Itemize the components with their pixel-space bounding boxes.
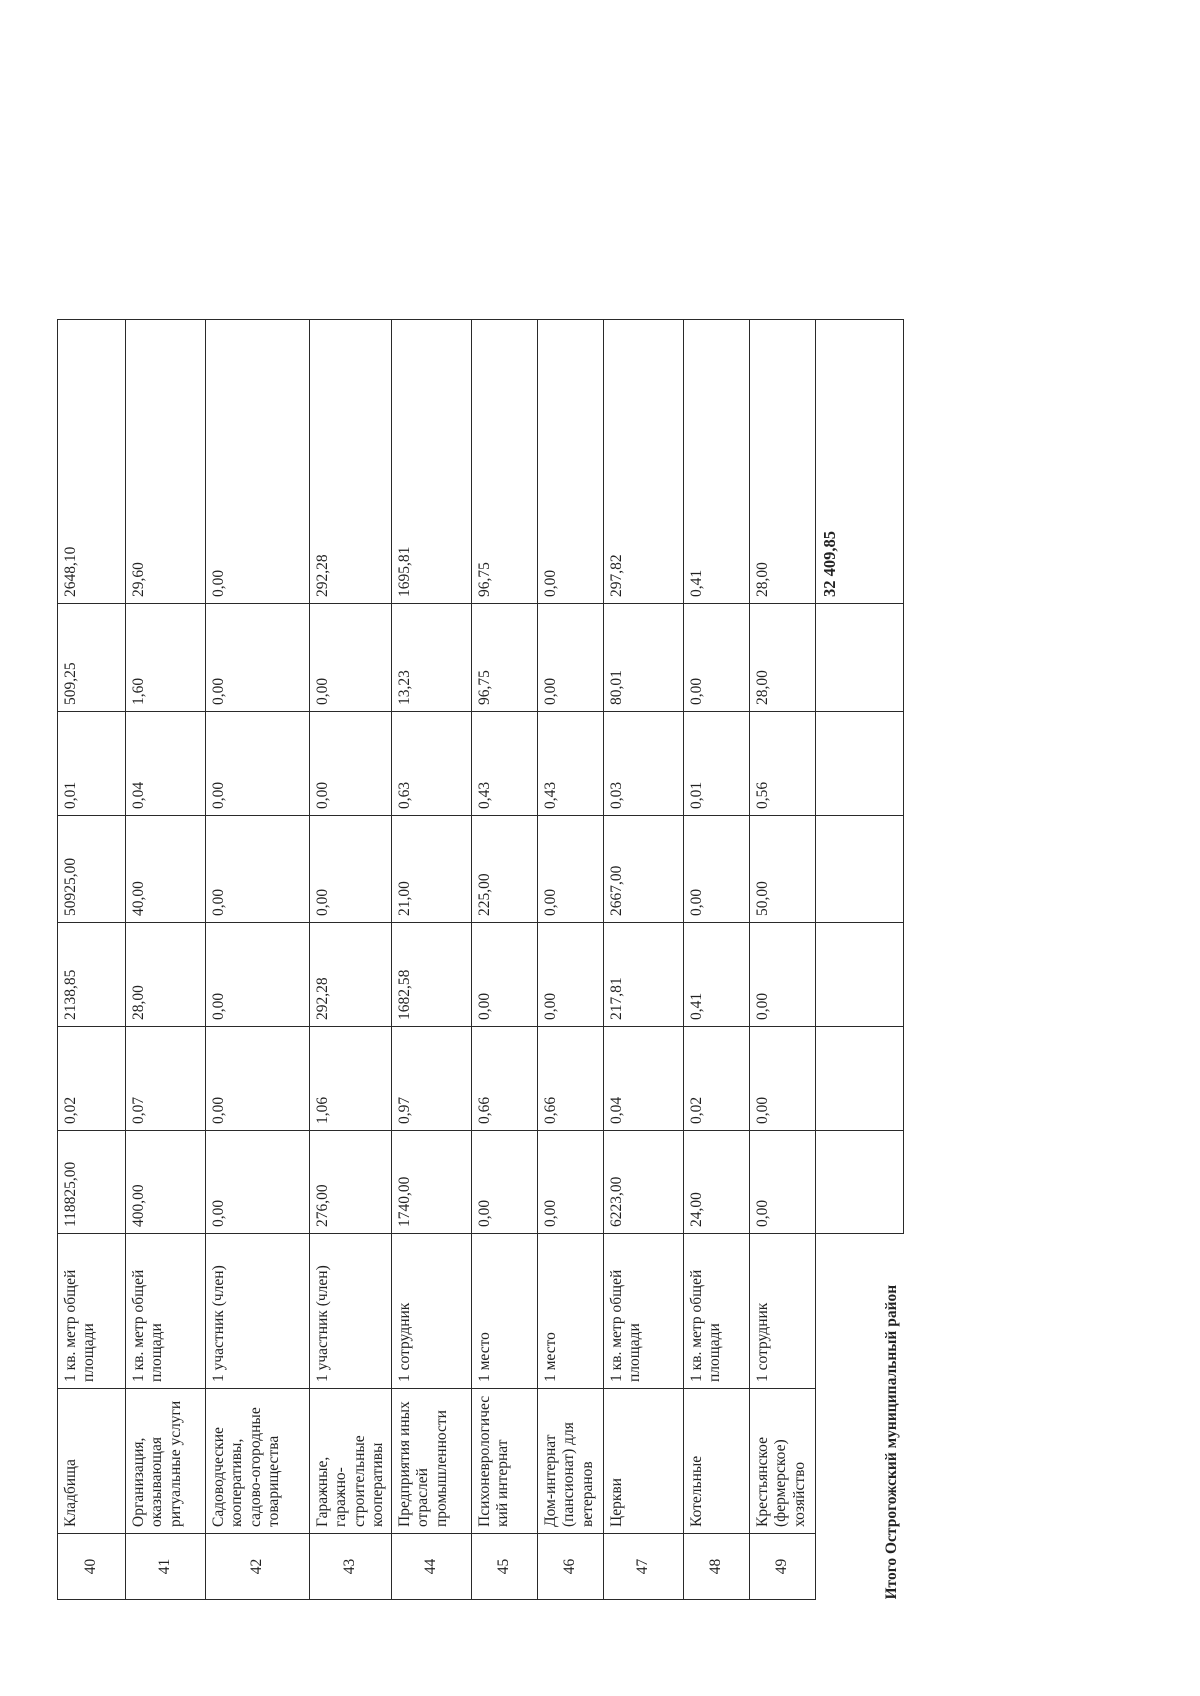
value-col-4: 21,00 bbox=[392, 816, 472, 923]
value-col-3: 217,81 bbox=[604, 923, 684, 1027]
unit-of-measure: 1 участник (член) bbox=[206, 1234, 310, 1389]
value-col-4: 0,00 bbox=[310, 816, 392, 923]
value-col-6: 1,60 bbox=[126, 604, 206, 712]
value-col-1: 400,00 bbox=[126, 1131, 206, 1234]
value-col-6: 0,00 bbox=[684, 604, 750, 712]
value-col-2: 0,04 bbox=[604, 1027, 684, 1131]
row-number: 45 bbox=[472, 1534, 538, 1600]
row-number: 44 bbox=[392, 1534, 472, 1600]
value-col-1: 0,00 bbox=[538, 1131, 604, 1234]
value-col-5: 0,01 bbox=[684, 712, 750, 816]
unit-of-measure: 1 участник (член) bbox=[310, 1234, 392, 1389]
value-col-3: 0,00 bbox=[750, 923, 816, 1027]
value-col-3: 292,28 bbox=[310, 923, 392, 1027]
total-label: Итого Острогожский муниципальный район bbox=[883, 1284, 901, 1600]
value-col-1: 276,00 bbox=[310, 1131, 392, 1234]
object-type: Крестьянское (фермерское) хозяйство bbox=[750, 1389, 816, 1534]
table-row bbox=[684, 320, 750, 1600]
object-type: Церкви bbox=[604, 1389, 684, 1534]
unit-of-measure: 1 кв. метр общей площади bbox=[604, 1234, 684, 1389]
value-col-6: 0,00 bbox=[206, 604, 310, 712]
value-col-4: 50925,00 bbox=[58, 816, 126, 923]
table-row bbox=[58, 320, 126, 1600]
value-col-7: 292,28 bbox=[310, 320, 392, 604]
value-col-5: 0,56 bbox=[750, 712, 816, 816]
table-row bbox=[538, 320, 604, 1600]
row-number: 41 bbox=[126, 1534, 206, 1600]
value-col-7: 297,82 bbox=[604, 320, 684, 604]
empty-cell bbox=[816, 1027, 904, 1131]
value-col-7: 28,00 bbox=[750, 320, 816, 604]
unit-of-measure: 1 место bbox=[472, 1234, 538, 1389]
object-type: Психоневрологический интернат bbox=[472, 1389, 538, 1534]
value-col-5: 0,04 bbox=[126, 712, 206, 816]
unit-of-measure: 1 кв. метр общей площади bbox=[684, 1234, 750, 1389]
table-row bbox=[310, 320, 392, 1600]
value-col-3: 2138,85 bbox=[58, 923, 126, 1027]
row-number: 42 bbox=[206, 1534, 310, 1600]
value-col-6: 0,00 bbox=[310, 604, 392, 712]
value-col-4: 40,00 bbox=[126, 816, 206, 923]
value-col-4: 50,00 bbox=[750, 816, 816, 923]
value-col-2: 0,00 bbox=[750, 1027, 816, 1131]
value-col-7: 0,00 bbox=[206, 320, 310, 604]
table-row bbox=[604, 320, 684, 1600]
value-col-5: 0,00 bbox=[310, 712, 392, 816]
row-number: 48 bbox=[684, 1534, 750, 1600]
table-row bbox=[472, 320, 538, 1600]
object-type: Гаражные, гаражно-строительные кооперативы bbox=[310, 1389, 392, 1534]
value-col-4: 225,00 bbox=[472, 816, 538, 923]
value-col-1: 0,00 bbox=[472, 1131, 538, 1234]
value-col-1: 0,00 bbox=[750, 1131, 816, 1234]
value-col-6: 509,25 bbox=[58, 604, 126, 712]
value-col-6: 96,75 bbox=[472, 604, 538, 712]
empty-cell bbox=[816, 604, 904, 712]
row-number: 49 bbox=[750, 1534, 816, 1600]
value-col-7: 29,60 bbox=[126, 320, 206, 604]
value-col-5: 0,03 bbox=[604, 712, 684, 816]
value-col-3: 0,00 bbox=[206, 923, 310, 1027]
object-type: Садоводческие кооперативы, садово-огородные товарищества bbox=[206, 1389, 310, 1534]
value-col-4: 2667,00 bbox=[604, 816, 684, 923]
unit-of-measure: 1 место bbox=[538, 1234, 604, 1389]
value-col-5: 0,43 bbox=[472, 712, 538, 816]
value-col-2: 1,06 bbox=[310, 1027, 392, 1131]
value-col-7: 0,00 bbox=[538, 320, 604, 604]
value-col-6: 13,23 bbox=[392, 604, 472, 712]
value-col-2: 0,66 bbox=[538, 1027, 604, 1131]
value-col-1: 6223,00 bbox=[604, 1131, 684, 1234]
row-number: 47 bbox=[604, 1534, 684, 1600]
value-col-7: 2648,10 bbox=[58, 320, 126, 604]
value-col-2: 0,07 bbox=[126, 1027, 206, 1131]
value-col-1: 118825,00 bbox=[58, 1131, 126, 1234]
value-col-2: 0,02 bbox=[58, 1027, 126, 1131]
value-col-7: 1695,81 bbox=[392, 320, 472, 604]
value-col-4: 0,00 bbox=[684, 816, 750, 923]
value-col-1: 1740,00 bbox=[392, 1131, 472, 1234]
row-number: 40 bbox=[58, 1534, 126, 1600]
total-value: 32 409,85 bbox=[816, 320, 904, 604]
value-col-1: 0,00 bbox=[206, 1131, 310, 1234]
value-col-3: 28,00 bbox=[126, 923, 206, 1027]
rotated-table-sheet bbox=[57, 320, 905, 1600]
waste-accumulation-table bbox=[57, 319, 904, 1600]
empty-cell bbox=[816, 816, 904, 923]
value-col-4: 0,00 bbox=[206, 816, 310, 923]
empty-cell bbox=[816, 1131, 904, 1234]
value-col-3: 0,00 bbox=[538, 923, 604, 1027]
table-row bbox=[750, 320, 816, 1600]
value-col-2: 0,00 bbox=[206, 1027, 310, 1131]
unit-of-measure: 1 кв. метр общей площади bbox=[58, 1234, 126, 1389]
object-type: Организация, оказывающая ритуальные услуги bbox=[126, 1389, 206, 1534]
value-col-5: 0,43 bbox=[538, 712, 604, 816]
total-row bbox=[816, 320, 904, 1600]
value-col-6: 0,00 bbox=[538, 604, 604, 712]
table-row bbox=[126, 320, 206, 1600]
unit-of-measure: 1 сотрудник bbox=[392, 1234, 472, 1389]
value-col-5: 0,01 bbox=[58, 712, 126, 816]
value-col-3: 0,00 bbox=[472, 923, 538, 1027]
value-col-6: 80,01 bbox=[604, 604, 684, 712]
table-row bbox=[392, 320, 472, 1600]
object-type: Предприятия иных отраслей промышленности bbox=[392, 1389, 472, 1534]
table-row bbox=[206, 320, 310, 1600]
empty-cell bbox=[816, 923, 904, 1027]
value-col-1: 24,00 bbox=[684, 1131, 750, 1234]
row-number: 46 bbox=[538, 1534, 604, 1600]
value-col-7: 96,75 bbox=[472, 320, 538, 604]
value-col-5: 0,63 bbox=[392, 712, 472, 816]
value-col-2: 0,02 bbox=[684, 1027, 750, 1131]
value-col-5: 0,00 bbox=[206, 712, 310, 816]
unit-of-measure: 1 кв. метр общей площади bbox=[126, 1234, 206, 1389]
object-type: Кладбища bbox=[58, 1389, 126, 1534]
value-col-2: 0,97 bbox=[392, 1027, 472, 1131]
value-col-7: 0,41 bbox=[684, 320, 750, 604]
value-col-3: 1682,58 bbox=[392, 923, 472, 1027]
empty-cell bbox=[816, 712, 904, 816]
value-col-3: 0,41 bbox=[684, 923, 750, 1027]
object-type: Дом-интернат (пансионат) для ветеранов bbox=[538, 1389, 604, 1534]
value-col-2: 0,66 bbox=[472, 1027, 538, 1131]
object-type: Котельные bbox=[684, 1389, 750, 1534]
value-col-4: 0,00 bbox=[538, 816, 604, 923]
value-col-6: 28,00 bbox=[750, 604, 816, 712]
row-number: 43 bbox=[310, 1534, 392, 1600]
unit-of-measure: 1 сотрудник bbox=[750, 1234, 816, 1389]
